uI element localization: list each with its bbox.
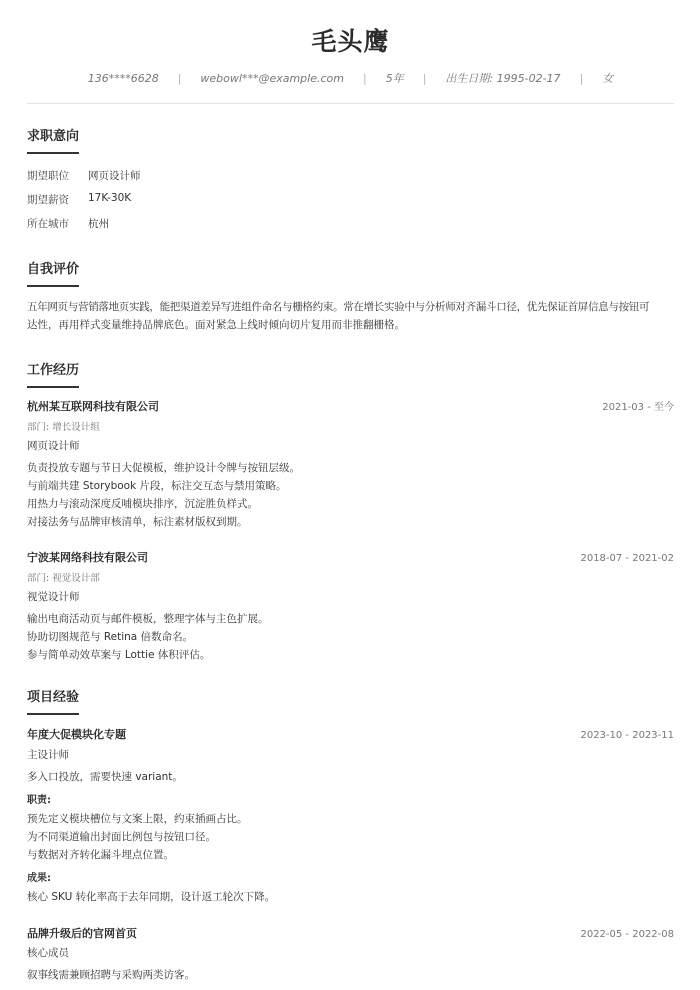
project-role: 主设计师 [27,749,69,761]
contact-bar [27,70,674,86]
years-experience: 5年 [385,72,404,85]
divider: | [362,71,367,85]
gender: 女 [602,72,614,85]
phone-number: 136****6628 [87,71,159,85]
list-item: 预先定义模块槽位与文案上限，约束插画占比。 [27,813,248,825]
result-label: 成果: [27,873,51,884]
project-duties [27,810,248,864]
project-header [27,726,674,742]
self-eval-text: 五年网页与营销落地页实践，能把渠道差异写进组件命名与栅格约束。常在增长实验中与分析师对齐漏斗口径，优先保证首屏信息与按钮可 达性，再用样式变量维持品牌底色。面对紧急上线时倾向切片复用而非推翻栅格。 [27,301,650,331]
intent-value: 杭州 [88,218,109,230]
job-role: 网页设计师 [27,440,80,452]
project-name: 品牌升级后的官网首页 [27,927,137,940]
intent-label: 所在城市 [27,218,69,230]
list-item: 负责投放专题与节日大促模板，维护设计令牌与按钮层级。 [27,462,300,474]
project-role: 核心成员 [27,947,69,959]
list-item: 用热力与滚动深度反哺模块排序，沉淀胜负样式。 [27,498,258,510]
project-desc: 多入口投放，需要快速 variant。 [27,771,183,783]
intent-city [27,216,109,231]
job-role: 视觉设计师 [27,591,80,603]
list-item: 与前端共建 Storybook 片段，标注交互态与禁用策略。 [27,480,287,492]
job-department: 部门: 视觉设计部 [27,573,100,584]
email-address: webowl***@example.com [200,71,344,85]
job-header [27,398,674,414]
duty-label: 职责: [27,795,51,806]
section-title-work: 工作经历 [27,359,79,388]
project-result: 核心 SKU 转化率高于去年同期，设计返工轮次下降。 [27,891,276,903]
divider: | [579,71,584,85]
project-name: 年度大促模块化专题 [27,728,126,741]
project-desc: 叙事线需兼顾招聘与采购两类访客。 [27,969,195,981]
candidate-name: 毛头鹰 [311,27,390,56]
job-duties [27,610,269,664]
list-item: 协助切图规范与 Retina 倍数命名。 [27,631,194,643]
project-header [27,925,674,941]
section-title-self-eval: 自我评价 [27,258,79,287]
job-duties [27,459,300,531]
intent-value: 17K-30K [88,192,132,204]
intent-label: 期望薪资 [27,194,69,206]
job-header [27,549,674,565]
project-date: 2022-05 - 2022-08 [580,929,674,940]
header-divider [27,103,674,104]
project-date: 2023-10 - 2023-11 [580,730,674,741]
birth-date: 出生日期: 1995-02-17 [445,72,561,85]
list-item: 参与简单动效草案与 Lottie 体积评估。 [27,649,211,661]
list-item: 为不同渠道输出封面比例包与按钮口径。 [27,831,216,843]
job-date: 2021-03 - 至今 [602,402,674,413]
section-title-projects: 项目经验 [27,686,79,715]
list-item: 与数据对齐转化漏斗埋点位置。 [27,849,174,861]
intent-position [27,168,141,183]
intent-value: 网页设计师 [88,170,141,182]
divider: | [422,71,427,85]
list-item: 对接法务与品牌审核清单，标注素材版权到期。 [27,516,248,528]
company-name: 宁波某网络科技有限公司 [27,551,148,564]
company-name: 杭州某互联网科技有限公司 [27,400,159,413]
divider: | [177,71,182,85]
intent-salary [27,192,131,207]
intent-label: 期望职位 [27,170,69,182]
job-date: 2018-07 - 2021-02 [580,553,674,564]
section-title-intent: 求职意向 [27,125,79,154]
list-item: 输出电商活动页与邮件模板，整理字体与主色扩展。 [27,613,269,625]
job-department: 部门: 增长设计组 [27,422,100,433]
